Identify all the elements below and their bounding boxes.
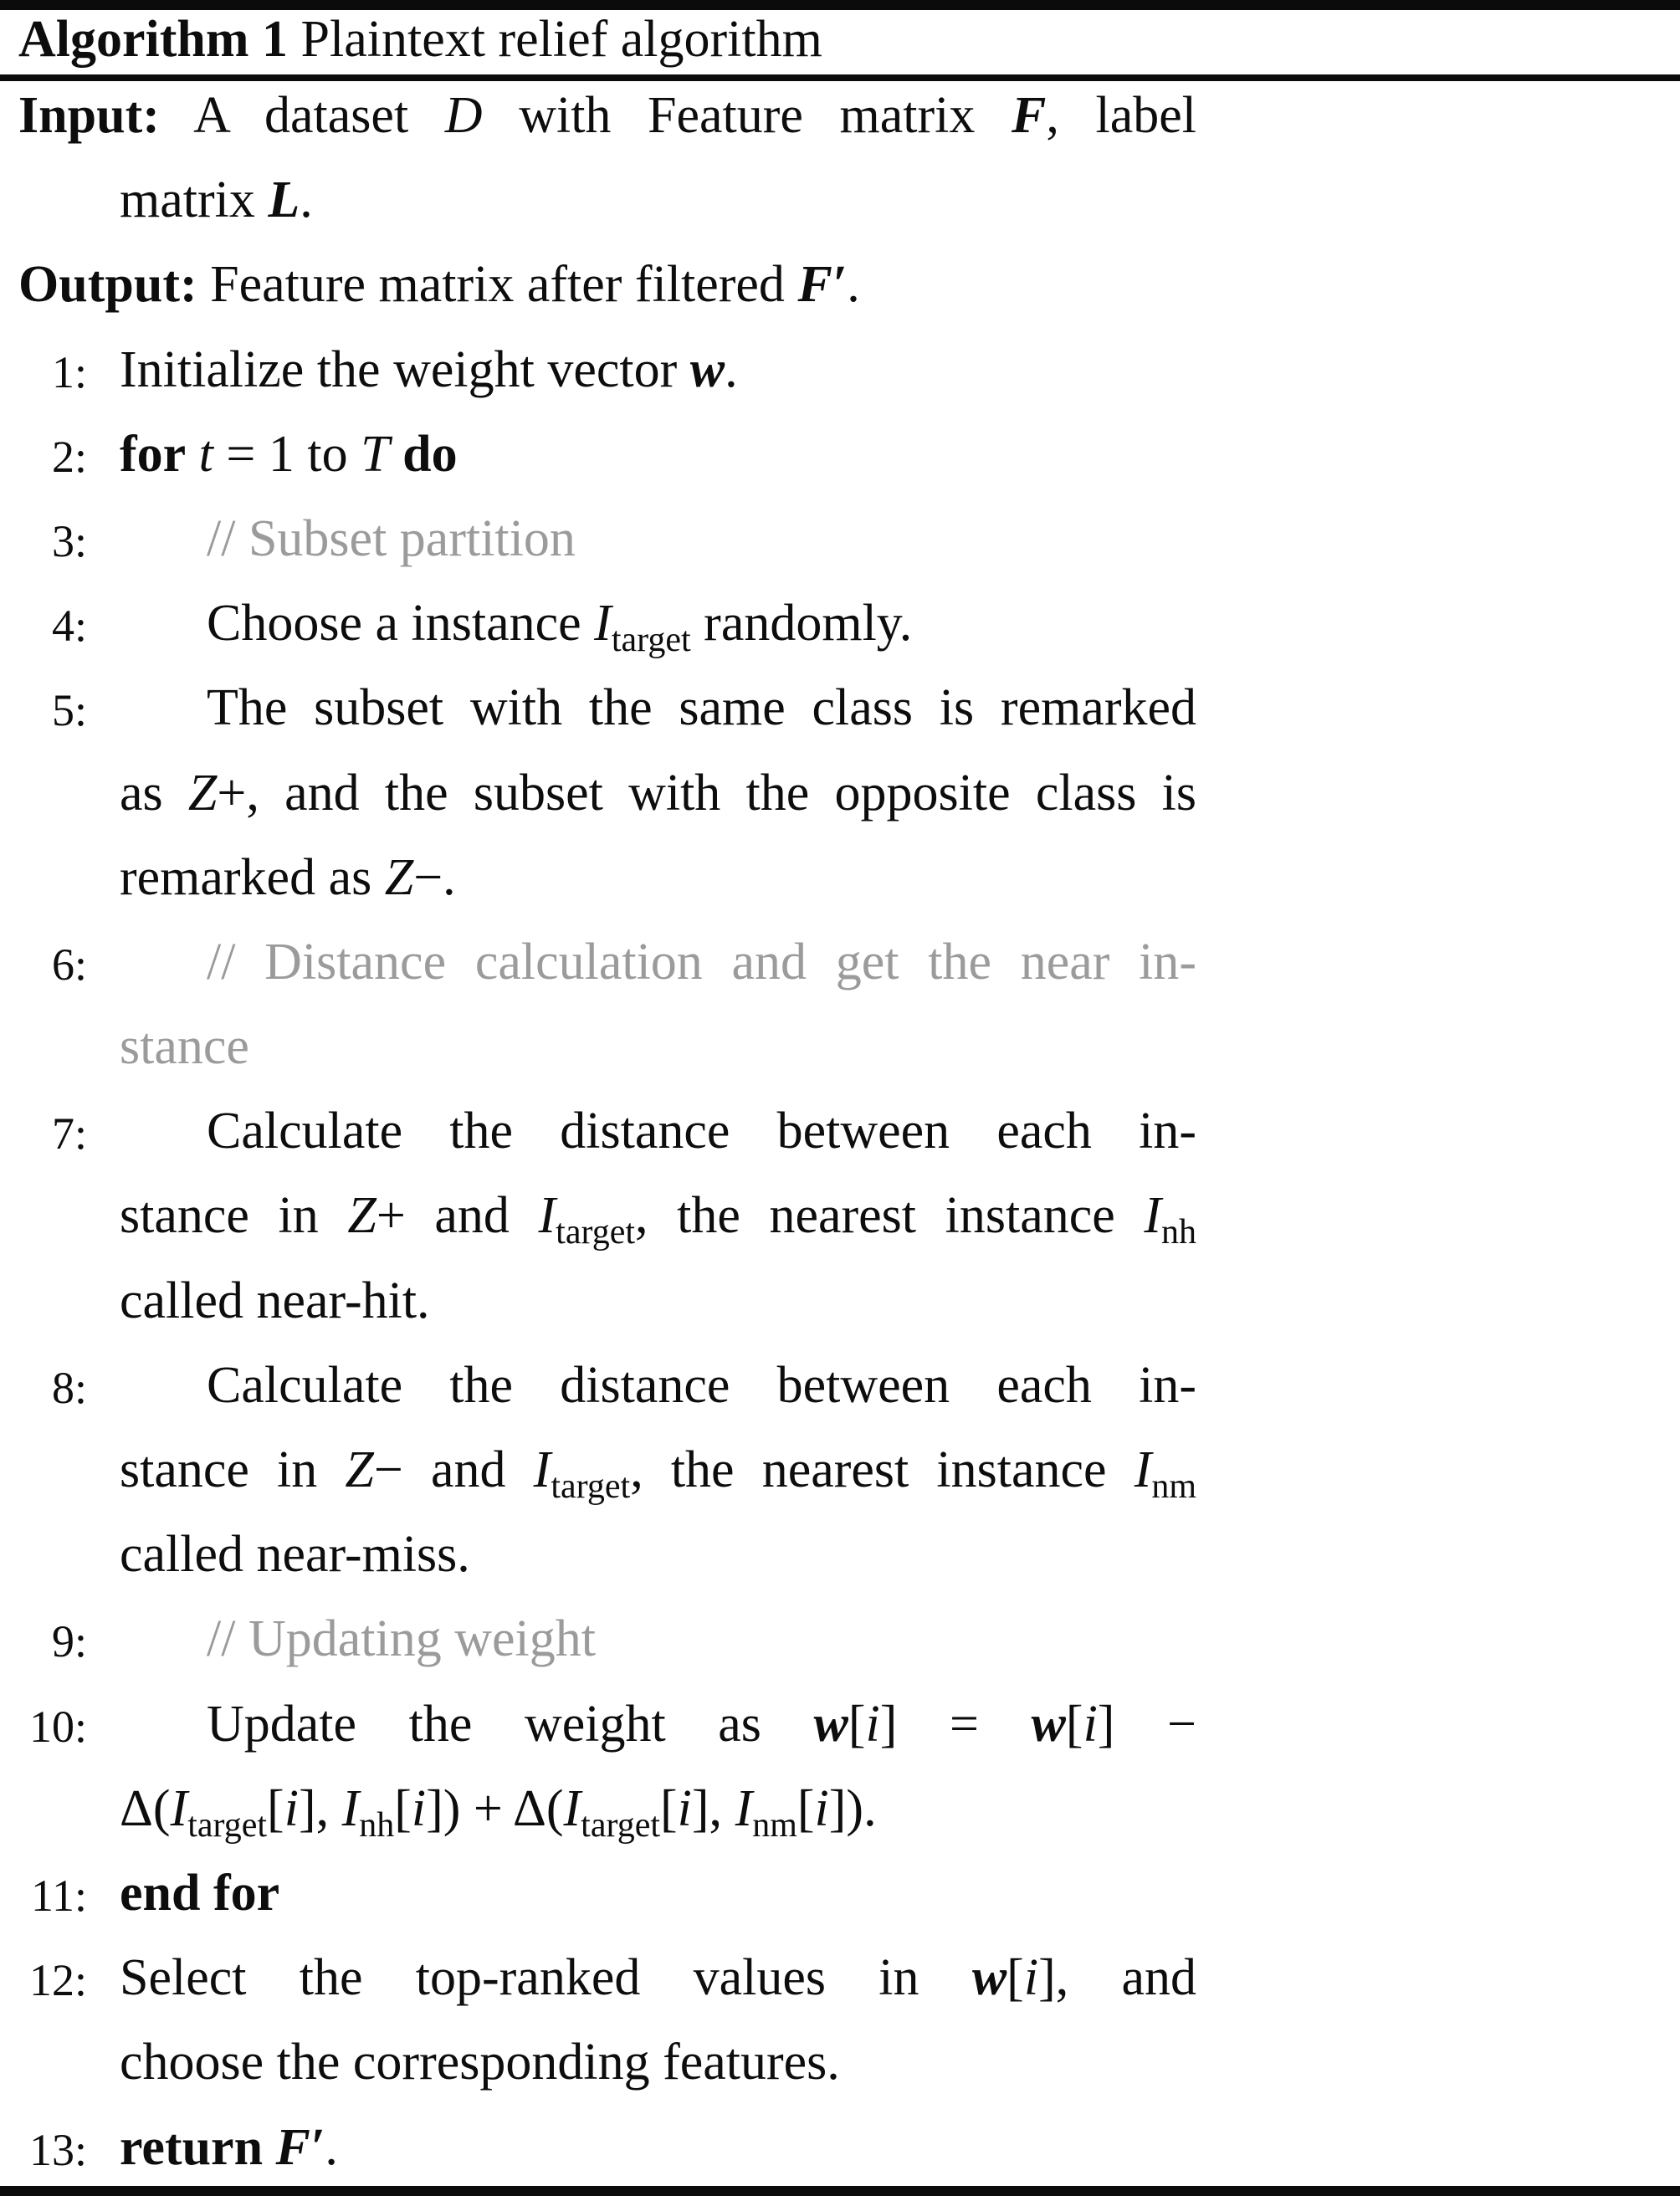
- text-segment: I: [341, 1779, 360, 1837]
- text-segment: Output:: [18, 256, 197, 314]
- text-segment: end for: [120, 1864, 280, 1922]
- line-content: [120, 328, 1196, 412]
- text-segment: Select the top-ranked values in: [120, 1949, 972, 2007]
- line-content: [207, 497, 1196, 581]
- text-segment: Z: [384, 848, 414, 906]
- line-number: 13:: [28, 2124, 87, 2175]
- line-content: [120, 1259, 1196, 1344]
- line-content: [120, 836, 1196, 920]
- text-segment: i: [677, 1779, 692, 1837]
- text-segment: for: [120, 425, 187, 483]
- step-2: [0, 412, 1680, 497]
- text-segment: i: [284, 1779, 299, 1837]
- step-8-cont-1: [0, 1428, 1680, 1513]
- step-10-cont: [0, 1767, 1680, 1851]
- step-12-cont: [0, 2020, 1680, 2105]
- text-segment: F: [1012, 87, 1047, 144]
- text-segment: nm: [1151, 1467, 1197, 1506]
- text-segment: nh: [359, 1805, 395, 1845]
- text-segment: Calculate the distance between each in-: [207, 1356, 1196, 1414]
- text-segment: Δ(: [120, 1779, 171, 1837]
- line-content: [120, 2106, 1196, 2190]
- line-content: [207, 1344, 1196, 1428]
- text-segment: = 1 to: [213, 425, 361, 483]
- text-segment: , the nearest instance: [630, 1441, 1135, 1498]
- text-segment: do: [402, 425, 458, 483]
- text-segment: ]).: [828, 1779, 877, 1837]
- algorithm-body: [0, 74, 1680, 2190]
- step-6-comment: [0, 920, 1680, 1005]
- step-3-comment: [0, 497, 1680, 581]
- line-content: [18, 243, 1196, 327]
- line-content: [207, 666, 1196, 750]
- text-segment: D: [444, 87, 483, 144]
- text-segment: stance in: [120, 1187, 348, 1245]
- text-segment: F′: [275, 2118, 325, 2176]
- text-segment: I: [533, 1441, 551, 1498]
- text-segment: i: [865, 1695, 880, 1753]
- bottom-rule: [0, 2186, 1680, 2196]
- line-number: 4:: [51, 601, 87, 652]
- text-segment: w: [689, 340, 725, 398]
- text-segment: return: [120, 2118, 276, 2176]
- text-segment: i: [1083, 1695, 1098, 1753]
- text-segment: .: [725, 340, 738, 398]
- text-segment: with Feature matrix: [482, 87, 1012, 144]
- line-content: [120, 1513, 1196, 1597]
- line-number: 7:: [51, 1108, 87, 1159]
- text-segment: choose the corresponding features.: [120, 2034, 840, 2091]
- line-content: [207, 1089, 1196, 1174]
- text-segment: matrix: [120, 171, 269, 229]
- line-content: [120, 158, 1196, 243]
- text-segment: [: [267, 1779, 284, 1837]
- text-segment: Feature matrix after filtered: [197, 256, 798, 314]
- step-1: [0, 328, 1680, 412]
- text-segment: [186, 426, 199, 483]
- text-segment: called near-miss.: [120, 1526, 470, 1584]
- top-rule: [0, 0, 1680, 10]
- text-segment: Update the weight as: [207, 1695, 814, 1753]
- line-number: 10:: [28, 1701, 87, 1752]
- text-segment: // Subset partition: [207, 509, 576, 567]
- text-segment: Z: [347, 1187, 376, 1245]
- text-segment: stance: [120, 1018, 249, 1076]
- line-number: 8:: [51, 1362, 87, 1413]
- text-segment: ],: [691, 1779, 735, 1837]
- text-segment: ] −: [1097, 1695, 1196, 1753]
- text-segment: I: [170, 1779, 188, 1837]
- text-segment: remarked as: [120, 848, 385, 906]
- text-segment: [: [394, 1779, 412, 1837]
- line-content: [207, 920, 1196, 1005]
- text-segment: I: [1134, 1441, 1152, 1498]
- output-line: [0, 243, 1680, 327]
- text-segment: randomly.: [690, 595, 913, 653]
- text-segment: target: [556, 1213, 636, 1252]
- text-segment: // Distance calculation and get the near in-: [207, 933, 1196, 991]
- step-9-comment: [0, 1597, 1680, 1682]
- step-13: [0, 2106, 1680, 2190]
- text-segment: ], and: [1038, 1949, 1197, 2007]
- text-segment: Calculate the distance between each in-: [207, 1103, 1196, 1160]
- line-number: 2:: [51, 431, 87, 482]
- step-5-cont-2: [0, 836, 1680, 920]
- text-segment: −.: [413, 848, 456, 906]
- text-segment: [390, 426, 403, 483]
- line-number: 11:: [31, 1870, 87, 1921]
- text-segment: I: [735, 1779, 753, 1837]
- text-segment: t: [198, 425, 213, 483]
- text-segment: [: [796, 1779, 815, 1837]
- text-segment: I: [538, 1187, 556, 1245]
- text-segment: // Updating weight: [207, 1610, 596, 1668]
- line-content: [120, 1936, 1196, 2020]
- text-segment: F′: [797, 256, 848, 314]
- text-segment: as: [120, 764, 188, 822]
- step-12: [0, 1936, 1680, 2020]
- text-segment: stance in: [120, 1441, 346, 1498]
- text-segment: +, and the subset with the opposite class is: [217, 764, 1196, 822]
- text-segment: , the nearest instance: [635, 1187, 1145, 1245]
- step-10: [0, 1682, 1680, 1767]
- text-segment: Z: [187, 764, 218, 822]
- text-segment: i: [411, 1779, 427, 1837]
- text-segment: ]) + Δ(: [426, 1779, 564, 1837]
- text-segment: nm: [752, 1805, 797, 1845]
- line-number: 1:: [51, 346, 87, 397]
- line-number: 9:: [51, 1616, 87, 1667]
- text-segment: w: [1031, 1695, 1066, 1753]
- line-content: [120, 1851, 1196, 1936]
- step-5: [0, 666, 1680, 750]
- step-6-comment-cont: [0, 1005, 1680, 1089]
- text-segment: I: [563, 1779, 581, 1837]
- step-4: [0, 581, 1680, 666]
- text-segment: Z: [345, 1441, 374, 1498]
- text-segment: w: [971, 1949, 1007, 2007]
- algorithm-label: Algorithm 1: [18, 11, 289, 68]
- input-line-1: [0, 74, 1680, 158]
- text-segment: ] =: [879, 1695, 1032, 1753]
- input-line-2: [0, 158, 1680, 243]
- step-5-cont-1: [0, 751, 1680, 836]
- text-segment: [: [848, 1695, 866, 1753]
- text-segment: A dataset: [159, 87, 445, 144]
- line-number: 6:: [51, 939, 87, 990]
- text-segment: L: [268, 171, 300, 229]
- text-segment: target: [581, 1805, 661, 1845]
- text-segment: called near-hit.: [120, 1272, 430, 1329]
- line-content: [120, 412, 1196, 497]
- text-segment: I: [594, 595, 612, 653]
- text-segment: Initialize the weight vector: [120, 340, 690, 398]
- text-segment: The subset with the same class is remarked: [207, 679, 1196, 737]
- text-segment: [: [1065, 1695, 1083, 1753]
- text-segment: Input:: [18, 87, 160, 144]
- text-segment: nh: [1161, 1213, 1197, 1252]
- line-number: 5:: [51, 685, 87, 736]
- algorithm-title: [18, 11, 822, 68]
- step-8-cont-2: [0, 1513, 1680, 1597]
- line-content: [18, 74, 1196, 158]
- text-segment: w: [813, 1695, 848, 1753]
- text-segment: [: [1006, 1949, 1024, 2007]
- step-8: [0, 1344, 1680, 1428]
- step-7-cont-2: [0, 1259, 1680, 1344]
- text-segment: , label: [1046, 87, 1196, 144]
- text-segment: target: [611, 621, 691, 660]
- text-segment: i: [814, 1779, 829, 1837]
- line-content: [207, 1682, 1196, 1767]
- text-segment: I: [1144, 1187, 1162, 1245]
- step-7: [0, 1089, 1680, 1174]
- line-content: [120, 751, 1196, 836]
- text-segment: target: [187, 1805, 268, 1845]
- text-segment: T: [361, 425, 390, 483]
- algorithm-title-text: Plaintext relief algorithm: [288, 11, 822, 68]
- text-segment: − and: [373, 1441, 534, 1498]
- text-segment: .: [325, 2118, 338, 2176]
- line-content: [207, 1597, 1196, 1682]
- text-segment: target: [551, 1467, 631, 1506]
- text-segment: ],: [298, 1779, 342, 1837]
- text-segment: [: [660, 1779, 678, 1837]
- line-content: [120, 1005, 1196, 1089]
- line-number: 12:: [28, 1955, 87, 2006]
- text-segment: Choose a instance: [207, 595, 595, 653]
- text-segment: + and: [376, 1187, 539, 1245]
- line-content: [120, 2020, 1196, 2105]
- text-segment: .: [300, 171, 313, 229]
- line-number: 3:: [51, 515, 87, 566]
- text-segment: .: [847, 256, 860, 314]
- text-segment: i: [1023, 1949, 1039, 2007]
- step-11: [0, 1851, 1680, 1936]
- step-7-cont-1: [0, 1174, 1680, 1258]
